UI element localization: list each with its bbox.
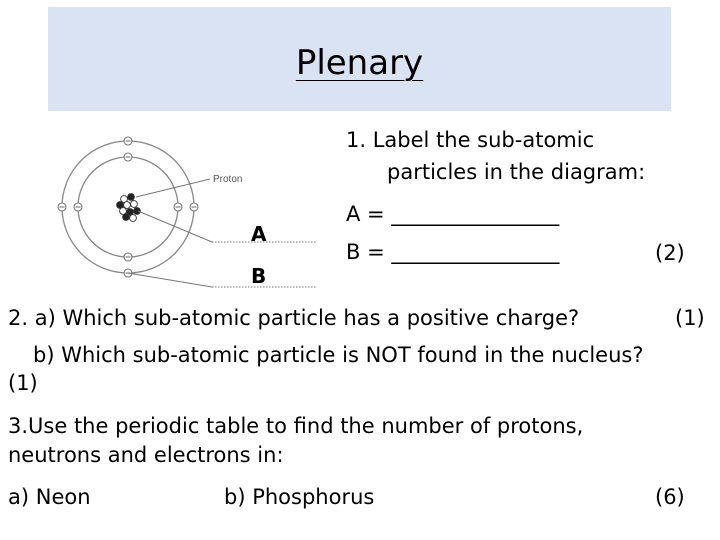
label-b: B xyxy=(251,264,267,288)
q1-answer-b: B = ________________ xyxy=(346,240,560,264)
q1-marks: (2) xyxy=(655,241,685,265)
pointer-a xyxy=(138,211,212,242)
q1-answer-a: A = ________________ xyxy=(346,202,560,226)
nucleus xyxy=(117,194,141,222)
q3-option-a: a) Neon xyxy=(8,485,91,509)
q3-option-b: b) Phosphorus xyxy=(224,485,375,509)
proton-label: Proton xyxy=(213,174,243,185)
q1-line1: 1. Label the sub-atomic xyxy=(346,128,595,152)
electron xyxy=(124,153,132,161)
q1-line2: particles in the diagram: xyxy=(387,160,646,184)
q3-marks: (6) xyxy=(655,485,685,509)
atom-diagram xyxy=(52,130,322,290)
electron xyxy=(124,137,132,145)
q2b-text: b) Which sub-atomic particle is NOT found in the nucleus? xyxy=(33,343,644,367)
q3-line1: 3.Use the periodic table to find the number of protons, xyxy=(8,414,584,438)
electron xyxy=(58,203,66,211)
label-a: A xyxy=(251,222,267,246)
q2a-marks: (1) xyxy=(675,306,705,330)
electron xyxy=(74,203,82,211)
electron xyxy=(174,203,182,211)
electron xyxy=(190,203,198,211)
proton-pointer xyxy=(136,179,210,197)
q2a-text: 2. a) Which sub-atomic particle has a positive charge? xyxy=(8,306,580,330)
q3-line2: neutrons and electrons in: xyxy=(8,443,284,467)
page-title: Plenary xyxy=(295,43,424,83)
title-banner xyxy=(48,7,671,111)
electron xyxy=(124,253,132,261)
q2b-marks: (1) xyxy=(8,371,38,395)
pointer-b xyxy=(128,273,212,287)
